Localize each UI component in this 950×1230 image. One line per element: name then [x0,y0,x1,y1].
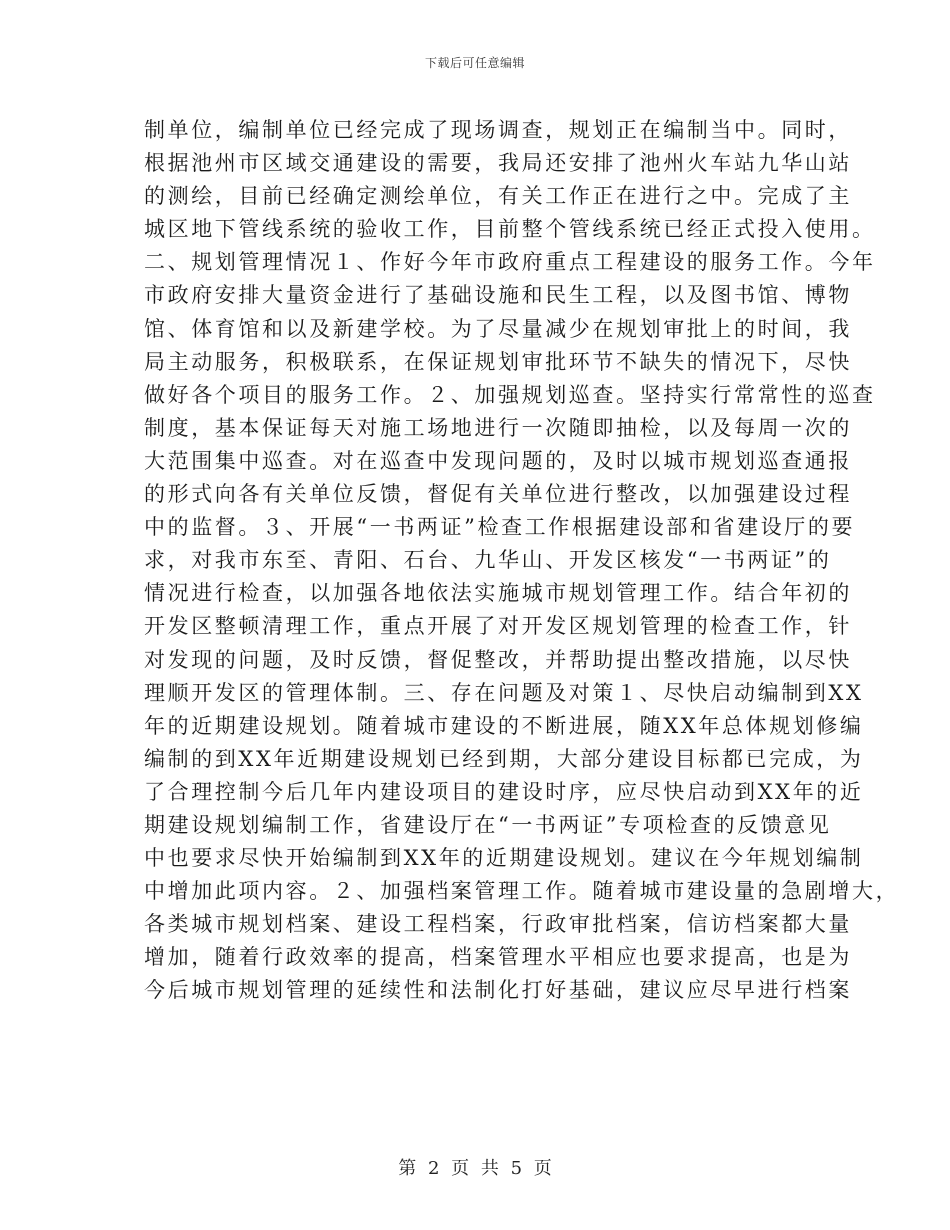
text-line: 大范围集中巡查。对在巡查中发现问题的，及时以城市规划巡查通报 [144,448,852,473]
text-line: 局主动服务，积极联系，在保证规划审批环节不缺失的情况下，尽快 [144,349,852,374]
text-line: 的形式向各有关单位反馈，督促有关单位进行整改，以加强建设过程 [144,482,852,507]
page-number-footer: 第 2 页 共 5 页 [398,1158,552,1179]
text-line: 制度，基本保证每天对施工场地进行一次随即抽检，以及每周一次的 [144,415,852,440]
text-line: 制单位，编制单位已经完成了现场调查，规划正在编制当中。同时， [144,118,852,142]
text-line: 今后城市规划管理的延续性和法制化打好基础，建议应尽早进行档案 [144,978,852,1003]
text-line: 城区地下管线系统的验收工作，目前整个管线系统已经正式投入使用。 [144,217,876,242]
text-line: 馆、体育馆和以及新建学校。为了尽量减少在规划审批上的时间，我 [144,316,852,341]
text-line: 二、规划管理情况１、作好今年市政府重点工程建设的服务工作。今年 [144,250,876,275]
text-line: 市政府安排大量资金进行了基础设施和民生工程，以及图书馆、博物 [144,283,852,308]
text-line: 对发现的问题，及时反馈，督促整改，并帮助提出整改措施，以尽快 [144,647,852,672]
text-line: 根据池州市区域交通建设的需要，我局还安排了池州火车站九华山站 [144,151,852,176]
text-line: 情况进行检查，以加强各地依法实施城市规划管理工作。结合年初的 [144,581,852,606]
text-line: 开发区整顿清理工作，重点开展了对开发区规划管理的检查工作，针 [144,614,852,639]
text-line: 中也要求尽快开始编制到XX年的近期建设规划。建议在今年规划编制 [144,846,864,871]
body-text [144,114,900,1008]
text-line: 理顺开发区的管理体制。三、存在问题及对策１、尽快启动编制到XX [144,680,864,705]
text-line: 编制的到XX年近期建设规划已经到期，大部分建设目标都已完成，为 [144,746,864,771]
text-line: 做好各个项目的服务工作。２、加强规划巡查。坚持实行常常性的巡查 [144,382,876,407]
text-line: 中的监督。３、开展“一书两证”检查工作根据建设部和省建设厅的要 [144,515,856,540]
text-line: 求，对我市东至、青阳、石台、九华山、开发区核发“一书两证”的 [144,548,832,573]
text-line: 的测绘，目前已经确定测绘单位，有关工作正在进行之中。完成了主 [144,184,852,209]
page-header: 下载后可任意编辑 [424,56,525,70]
text-line: 各类城市规划档案、建设工程档案，行政审批档案，信访档案都大量 [144,912,852,937]
text-line: 中增加此项内容。２、加强档案管理工作。随着城市建设量的急剧增大， [144,879,900,904]
text-line: 增加，随着行政效率的提高，档案管理水平相应也要求提高，也是为 [144,945,852,970]
text-line: 了合理控制今后几年内建设项目的建设时序，应尽快启动到XX年的近 [144,779,864,804]
text-line: 期建设规划编制工作，省建设厅在“一书两证”专项检查的反馈意见 [144,812,832,837]
text-line: 年的近期建设规划。随着城市建设的不断进展，随XX年总体规划修编 [144,713,864,738]
